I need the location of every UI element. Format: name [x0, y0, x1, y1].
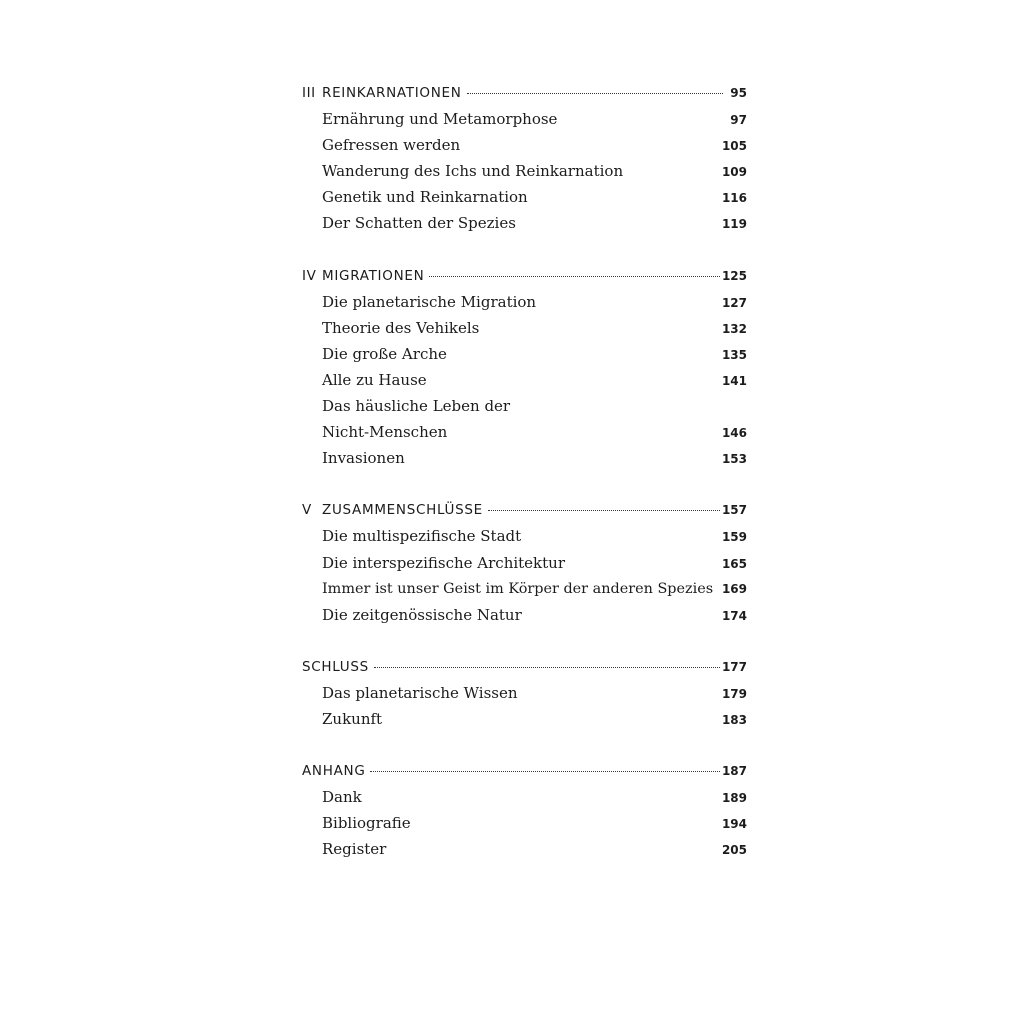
toc-entry [302, 289, 747, 315]
entry-title: Das häusliche Leben der [322, 397, 511, 416]
toc-entry [302, 184, 747, 210]
toc-entry [302, 602, 747, 628]
entry-page-number: 135 [721, 347, 747, 362]
entry-page-number: 97 [730, 113, 747, 128]
toc-entry [302, 132, 747, 158]
entry-page-number: 165 [721, 556, 747, 571]
entry-page-number: 179 [721, 686, 747, 701]
section-heading [302, 758, 747, 784]
dot-leader [370, 771, 719, 772]
entry-title: Die große Arche [322, 344, 447, 363]
section-title: SCHLUSS [302, 658, 369, 675]
table-of-contents [302, 80, 747, 888]
toc-entry [302, 550, 747, 576]
toc-entry [302, 341, 747, 367]
toc-entry [302, 680, 747, 706]
entry-title: Zukunft [322, 709, 383, 728]
entry-title: Die interspezifische Architektur [322, 553, 566, 572]
entry-title: Die planetarische Migration [322, 292, 537, 311]
section-number: III [302, 85, 316, 101]
entry-title: Invasionen [322, 449, 405, 468]
section-heading [302, 263, 747, 289]
entry-title: Wanderung des Ichs und Reinkarnation [322, 162, 624, 181]
entry-title: Die multispezifische Stadt [322, 527, 522, 546]
section-page-number: 95 [730, 86, 747, 100]
entry-title: Immer ist unser Geist im Körper der anderen Spezies [322, 580, 714, 597]
entry-title: Register [322, 840, 387, 859]
entry-title: Der Schatten der Spezies [322, 214, 516, 233]
entry-page-number: 109 [721, 165, 747, 180]
toc-section [302, 80, 747, 237]
toc-entry [302, 445, 747, 471]
toc-entry [302, 784, 747, 810]
entry-page-number: 141 [721, 373, 747, 388]
entry-title: Dank [322, 788, 362, 807]
section-number: V [302, 502, 312, 519]
dot-leader [374, 667, 720, 668]
toc-entry [302, 836, 747, 862]
entry-page-number: 205 [721, 843, 747, 858]
entry-page-number: 146 [721, 426, 747, 441]
section-page-number: 125 [721, 268, 747, 283]
entry-title: Die zeitgenössische Natur [322, 605, 522, 624]
toc-section [302, 497, 747, 627]
entry-title: Gefressen werden [322, 136, 461, 155]
entry-page-number: 153 [721, 452, 747, 467]
entry-page-number: 169 [721, 581, 747, 596]
section-heading [302, 654, 747, 680]
toc-section [302, 758, 747, 862]
section-page-number: 177 [721, 659, 747, 674]
section-page-number: 187 [721, 764, 747, 779]
entry-title: Alle zu Hause [322, 370, 427, 389]
toc-entry [302, 106, 747, 132]
toc-entry [302, 419, 747, 445]
section-heading [302, 497, 747, 523]
section-number: IV [302, 267, 317, 284]
toc-section [302, 263, 747, 472]
entry-page-number: 119 [721, 217, 747, 232]
entry-page-number: 189 [721, 791, 747, 806]
toc-entry [302, 367, 747, 393]
dot-leader [467, 93, 723, 94]
dot-leader [488, 510, 720, 511]
toc-entry [302, 315, 747, 341]
toc-entry [302, 706, 747, 732]
entry-title: Genetik und Reinkarnation [322, 188, 528, 207]
section-page-number: 157 [721, 503, 747, 518]
section-heading [302, 80, 747, 106]
entry-page-number: 105 [721, 139, 747, 154]
toc-entry [302, 576, 747, 602]
entry-page-number: 159 [721, 530, 747, 545]
entry-title: Das planetarische Wissen [322, 683, 518, 702]
entry-title: Ernährung und Metamorphose [322, 110, 558, 129]
entry-title: Bibliografie [322, 814, 411, 833]
entry-page-number: 194 [721, 817, 747, 832]
toc-entry [302, 523, 747, 549]
section-title: REINKARNATIONEN [322, 85, 462, 101]
dot-leader [429, 276, 720, 277]
section-title: MIGRATIONEN [322, 267, 425, 284]
entry-page-number: 174 [721, 608, 747, 623]
entry-page-number: 183 [721, 712, 747, 727]
toc-section [302, 654, 747, 732]
toc-entry [302, 210, 747, 236]
entry-page-number: 132 [721, 321, 747, 336]
entry-title: Theorie des Vehikels [322, 318, 480, 337]
entry-page-number: 116 [721, 191, 747, 206]
section-title: ZUSAMMENSCHLÜSSE [322, 502, 483, 519]
entry-page-number: 127 [721, 295, 747, 310]
section-title: ANHANG [302, 763, 366, 780]
toc-entry [302, 810, 747, 836]
toc-entry [302, 393, 747, 419]
entry-title: Nicht-Menschen [322, 423, 448, 442]
toc-entry [302, 158, 747, 184]
